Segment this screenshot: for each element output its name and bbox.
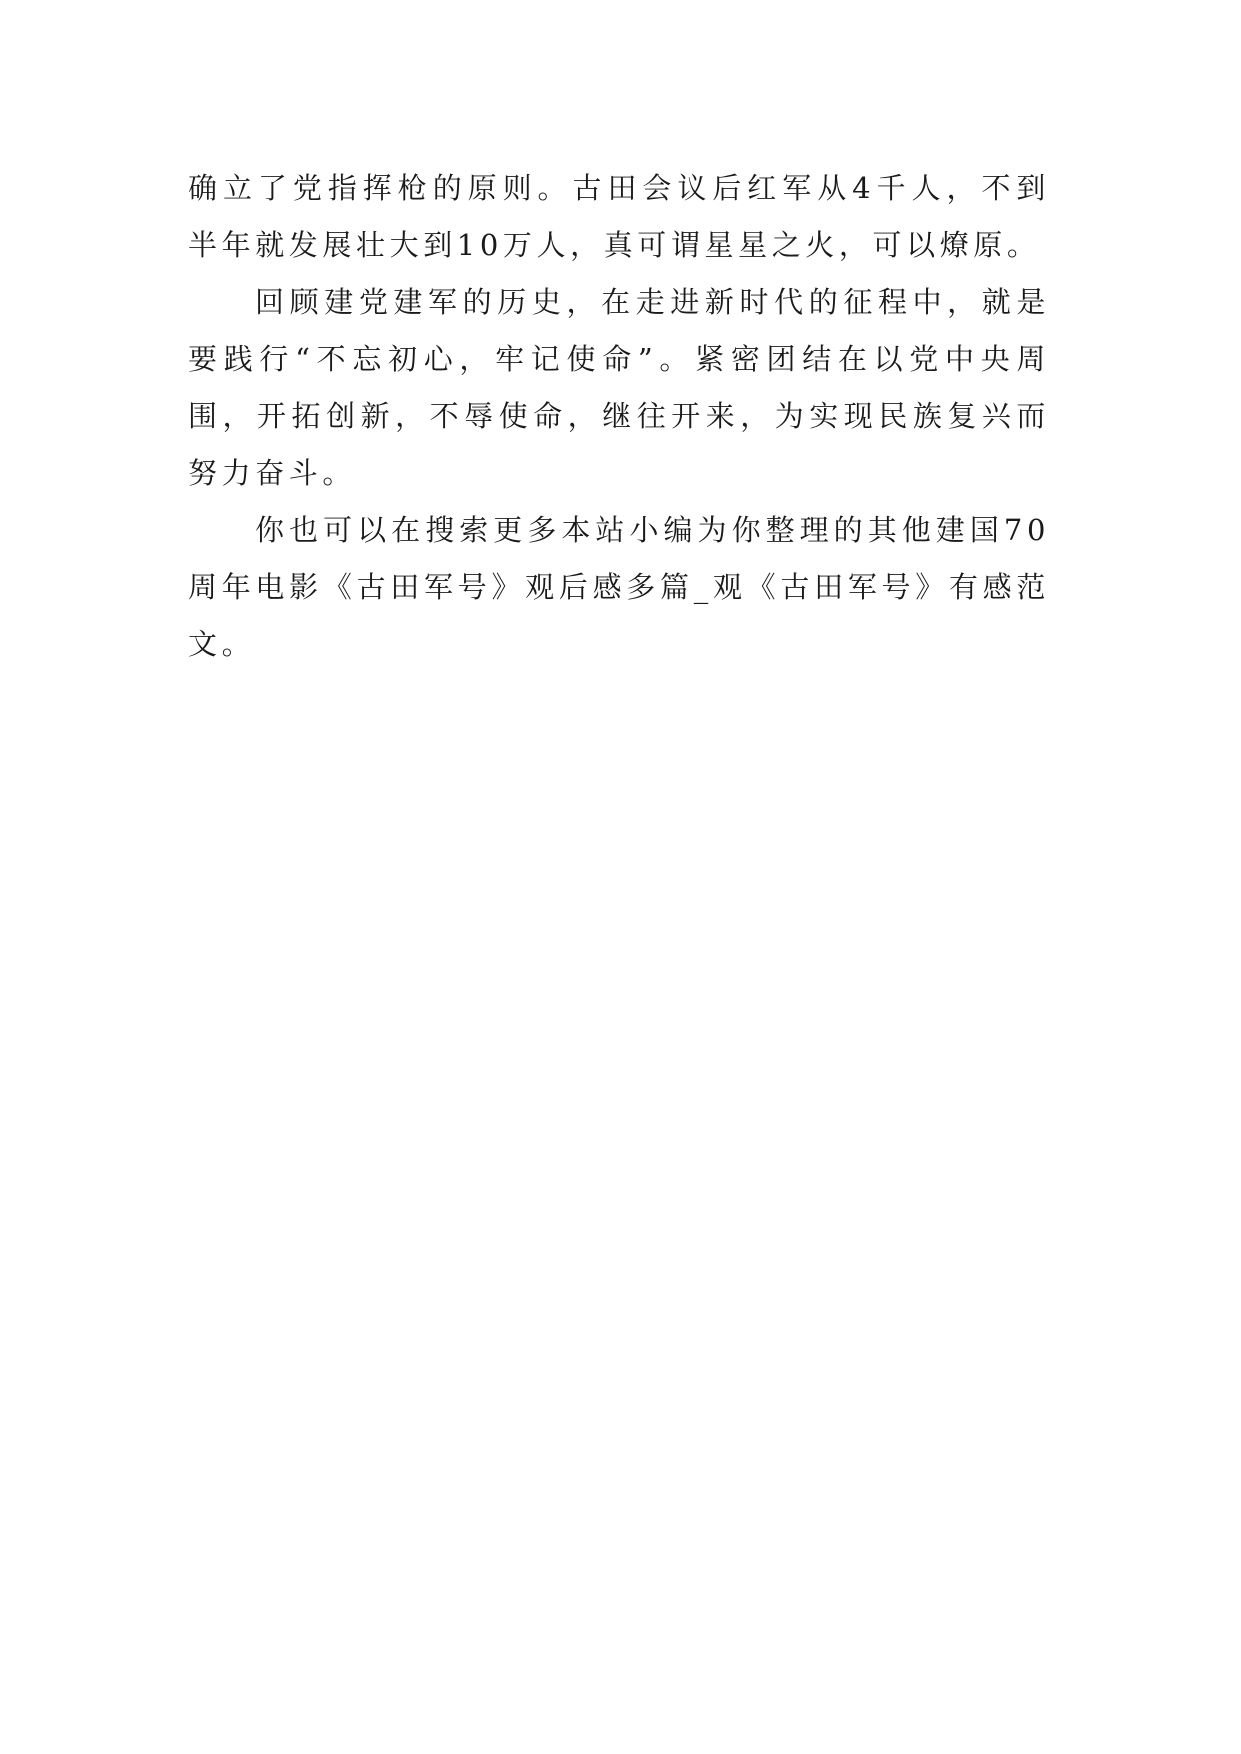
document-body bbox=[188, 160, 1050, 673]
paragraph-continuation: 确立了党指挥枪的原则。古田会议后红军从4千人，不到半年就发展壮大到10万人，真可谓星星之火，可以燎原。 bbox=[188, 171, 1050, 262]
paragraph-history-review: 回顾建党建军的历史，在走进新时代的征程中，就是要践行“不忘初心，牢记使命”。紧密团结在以党中央周围，开拓创新，不辱使命，继往开来，为实现民族复兴而努力奋斗。 bbox=[188, 285, 1050, 490]
paragraph-more-articles: 你也可以在搜索更多本站小编为你整理的其他建国70周年电影《古田军号》观后感多篇_观《古田军号》有感范文。 bbox=[188, 513, 1050, 661]
